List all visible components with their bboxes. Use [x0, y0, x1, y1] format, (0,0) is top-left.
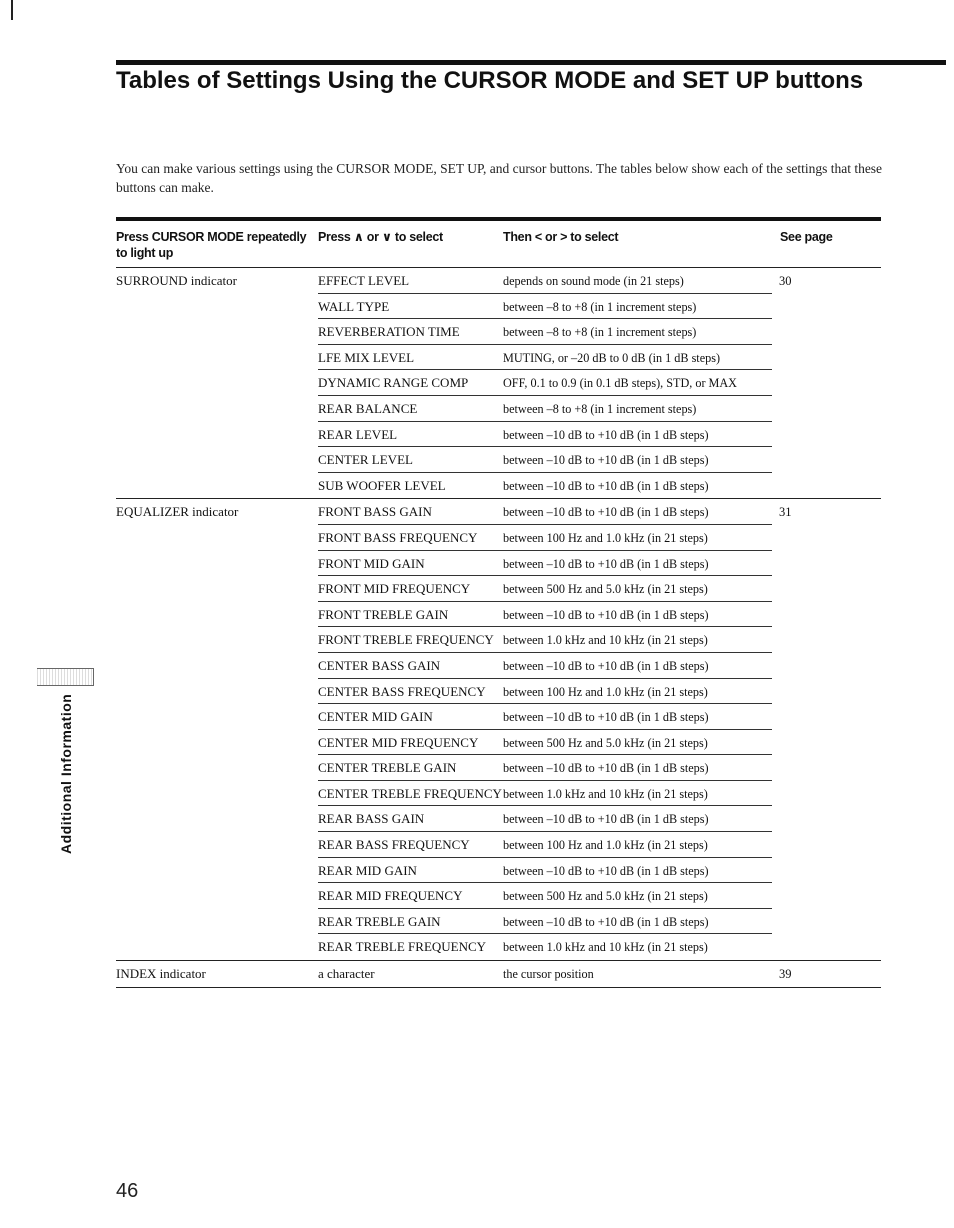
header-see-page: See page: [780, 230, 833, 244]
range-cell: between 1.0 kHz and 10 kHz (in 21 steps): [503, 786, 708, 801]
table-row: [318, 576, 772, 602]
table-row: [318, 294, 772, 320]
parameter-cell: REAR BALANCE: [318, 400, 418, 416]
table-row: [318, 396, 772, 422]
table-row: [318, 345, 772, 371]
range-cell: OFF, 0.1 to 0.9 (in 0.1 dB steps), STD, or MAX: [503, 376, 737, 391]
table-row: [318, 447, 772, 473]
table-row: [318, 653, 772, 679]
range-cell: between –10 dB to +10 dB (in 1 dB steps): [503, 658, 709, 673]
group-rows: [318, 499, 772, 960]
parameter-cell: FRONT MID GAIN: [318, 555, 425, 571]
range-cell: depends on sound mode (in 21 steps): [503, 274, 684, 288]
header-select-param: Press ∧ or ∨ to select: [318, 230, 443, 244]
side-tab-label: Additional Information: [58, 693, 74, 855]
page-number: 46: [116, 1180, 139, 1202]
table-row: [318, 370, 772, 396]
parameter-cell: CENTER BASS FREQUENCY: [318, 683, 486, 699]
range-cell: between –10 dB to +10 dB (in 1 dB steps): [503, 427, 709, 442]
section-rule: [116, 60, 946, 65]
header-select-value: Then < or > to select: [503, 230, 619, 244]
range-cell: MUTING, or –20 dB to 0 dB (in 1 dB steps): [503, 350, 721, 365]
parameter-cell: REAR BASS FREQUENCY: [318, 837, 470, 853]
table-row: [318, 268, 772, 294]
range-cell: between 100 Hz and 1.0 kHz (in 21 steps): [503, 684, 708, 699]
crop-mark: [11, 0, 13, 20]
parameter-cell: FRONT TREBLE GAIN: [318, 606, 449, 622]
group-indicator: SURROUND indicator: [116, 273, 237, 288]
table-group: [116, 961, 881, 988]
table-row: [318, 422, 772, 448]
range-cell: between –10 dB to +10 dB (in 1 dB steps): [503, 607, 709, 622]
range-cell: between –8 to +8 (in 1 increment steps): [503, 299, 697, 314]
parameter-cell: CENTER TREBLE FREQUENCY: [318, 785, 502, 801]
parameter-cell: CENTER BASS GAIN: [318, 657, 441, 673]
table-body: [116, 268, 881, 988]
table-row: [318, 961, 772, 987]
range-cell: between –10 dB to +10 dB (in 1 dB steps): [503, 812, 709, 827]
range-cell: between 100 Hz and 1.0 kHz (in 21 steps): [503, 530, 708, 545]
range-cell: between 500 Hz and 5.0 kHz (in 21 steps): [503, 735, 708, 750]
table-row: [318, 319, 772, 345]
settings-table: [116, 217, 881, 988]
range-cell: between –10 dB to +10 dB (in 1 dB steps): [503, 863, 709, 878]
range-cell: between 500 Hz and 5.0 kHz (in 21 steps): [503, 582, 708, 597]
parameter-cell: FRONT BASS FREQUENCY: [318, 529, 478, 545]
range-cell: between –10 dB to +10 dB (in 1 dB steps): [503, 761, 709, 776]
parameter-cell: REAR MID FREQUENCY: [318, 888, 463, 904]
parameter-cell: FRONT BASS GAIN: [318, 504, 432, 520]
side-tab-marker: [37, 668, 94, 686]
table-row: [318, 473, 772, 499]
table-row: [318, 755, 772, 781]
range-cell: between 1.0 kHz and 10 kHz (in 21 steps): [503, 940, 708, 955]
page-title: Tables of Settings Using the CURSOR MODE and SET UP buttons: [116, 67, 864, 94]
table-row: [318, 627, 772, 653]
range-cell: between 1.0 kHz and 10 kHz (in 21 steps): [503, 633, 708, 648]
table-row: [318, 934, 772, 960]
parameter-cell: LFE MIX LEVEL: [318, 349, 415, 365]
range-cell: between –10 dB to +10 dB (in 1 dB steps): [503, 505, 709, 520]
range-cell: between 500 Hz and 5.0 kHz (in 21 steps): [503, 889, 708, 904]
table-row: [318, 858, 772, 884]
parameter-cell: REVERBERATION TIME: [318, 324, 460, 340]
parameter-cell: DYNAMIC RANGE COMP: [318, 375, 469, 391]
range-cell: between –10 dB to +10 dB (in 1 dB steps): [503, 556, 709, 571]
header-cursor-mode: Press CURSOR MODE repeatedly to light up: [116, 230, 307, 260]
table-row: [318, 909, 772, 935]
parameter-cell: REAR LEVEL: [318, 426, 398, 442]
parameter-cell: CENTER TREBLE GAIN: [318, 760, 457, 776]
see-page-cell: 31: [779, 505, 792, 520]
table-group: [116, 268, 881, 499]
parameter-cell: REAR MID GAIN: [318, 862, 417, 878]
parameter-cell: CENTER LEVEL: [318, 452, 413, 468]
parameter-cell: REAR TREBLE FREQUENCY: [318, 939, 487, 955]
intro-paragraph: You can make various settings using the CURSOR MODE, SET UP, and cursor buttons. The tables below show each of the settings that these buttons can make.: [116, 161, 883, 195]
table-header: [116, 221, 881, 268]
group-rows: [318, 961, 772, 987]
group-indicator: INDEX indicator: [116, 966, 206, 982]
parameter-cell: EFFECT LEVEL: [318, 273, 410, 288]
table-row: [318, 781, 772, 807]
range-cell: between –8 to +8 (in 1 increment steps): [503, 325, 697, 340]
table-row: [318, 551, 772, 577]
table-row: [318, 679, 772, 705]
parameter-cell: REAR BASS GAIN: [318, 811, 425, 827]
range-cell: the cursor position: [503, 967, 594, 982]
table-row: [318, 499, 772, 525]
table-row: [318, 832, 772, 858]
table-row: [318, 806, 772, 832]
range-cell: between –10 dB to +10 dB (in 1 dB steps): [503, 478, 709, 493]
parameter-cell: FRONT TREBLE FREQUENCY: [318, 632, 494, 648]
table-group: [116, 499, 881, 961]
table-row: [318, 704, 772, 730]
range-cell: between –10 dB to +10 dB (in 1 dB steps): [503, 710, 709, 725]
table-row: [318, 602, 772, 628]
group-rows: [318, 268, 772, 498]
parameter-cell: WALL TYPE: [318, 298, 390, 314]
see-page-cell: 39: [779, 967, 792, 982]
group-indicator: EQUALIZER indicator: [116, 504, 239, 520]
parameter-cell: a character: [318, 966, 375, 982]
parameter-cell: FRONT MID FREQUENCY: [318, 581, 471, 597]
table-row: [318, 883, 772, 909]
parameter-cell: SUB WOOFER LEVEL: [318, 477, 446, 493]
range-cell: between –10 dB to +10 dB (in 1 dB steps): [503, 453, 709, 468]
range-cell: between 100 Hz and 1.0 kHz (in 21 steps): [503, 838, 708, 853]
range-cell: between –10 dB to +10 dB (in 1 dB steps): [503, 914, 709, 929]
parameter-cell: REAR TREBLE GAIN: [318, 913, 441, 929]
table-row: [318, 525, 772, 551]
range-cell: between –8 to +8 (in 1 increment steps): [503, 401, 697, 416]
parameter-cell: CENTER MID FREQUENCY: [318, 734, 479, 750]
see-page-cell: 30: [779, 274, 792, 288]
table-row: [318, 730, 772, 756]
parameter-cell: CENTER MID GAIN: [318, 709, 433, 725]
